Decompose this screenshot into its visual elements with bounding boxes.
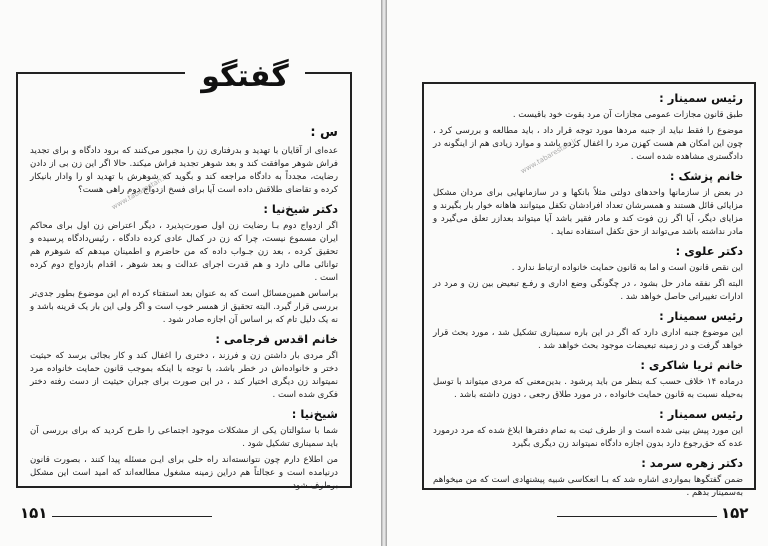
section-heading: دکتر علوی : bbox=[675, 244, 743, 258]
footer-rule bbox=[557, 516, 717, 517]
watermark-text: www.tabarestan.ir bbox=[519, 136, 579, 176]
paragraph: طبق قانون مجازات عمومی مجازات آن مرد بقوت خود باقیست . bbox=[512, 110, 743, 120]
section-heading: رئیس سمینار : bbox=[659, 309, 743, 323]
paragraph: ضمن گفتگوها بمواردی اشاره شد که بـا انعکاسی شبیه پیشنهادی است که من میخواهم به‌سمینار بدهم . bbox=[433, 475, 743, 498]
right-page bbox=[387, 0, 768, 546]
paragraph: براساس همین‌مسائل است که به عنوان بعد استفتاء کرده ام این موضوع بطور جدی‌تر بررسی قرار گیرد. البته تحقیق از همسر خوب است و اگر ولی این بار یک قرینه باشد و نه یک دلیل تام که بر اساس آن اجازه صادر شود . bbox=[30, 289, 338, 325]
paragraph: عده‌ای از آقایان با تهدید و بدرفتاری زن را مجبور می‌کنند که برود دادگاه و برای تجدید فراش شوهر موافقت کند و بعد شوهر تجدید فراش میکند. حالا اگر این زن بی از دادن رضایت، مجدداً به دادگاه مراجعه کند و بگوید که شوهرش با تهدید او را وادار بانیکار کرده و تقاضای طلاقش داده است آیا برای فسخ ازدواج دوم راهی هست؟ bbox=[30, 146, 338, 195]
paragraph: در بعض از سازمانها واحدهای دولتی مثلاً بانکها و در سازمانهایی برای مردان مشکل مزایائی قائل هستند و همسرشان تعداد افرادشان تکفل میتوانند هاهانه خوار بار بگیرند و مزایای دیگر، آیا اگر زن فوت کند و مادر فقیر باشد آیا میتواند بعدازر تعلق می‌گیرد و مادر نداشته باشد می‌تواند از حق تکفل استفاده نماید . bbox=[433, 188, 743, 237]
right-text-area bbox=[433, 86, 743, 503]
paragraph: این موضوع جنبه اداری دارد که اگر در این باره سمیناری تشکیل شد ، مورد بحث قرار خواهد گرفت و در زمینه تبعیضات موجود بحث خواهد شد . bbox=[433, 328, 743, 351]
section-heading: رئیس سمینار : bbox=[659, 91, 743, 105]
page-title: گفتگو bbox=[201, 58, 289, 94]
section-heading: شیخ‌نیا : bbox=[291, 407, 338, 421]
section-heading: دکتر زهره سرمد : bbox=[641, 456, 743, 470]
footer-rule bbox=[52, 516, 212, 517]
page-number: ۱۵۲ bbox=[721, 504, 749, 522]
paragraph: اگر ازدواج دوم بـا رضایت زن اول صورت‌پذیرد ، دیگر اعتراض زن اول برای محاکم ایران مسموع نیست، چرا که زن در کمال عادی کرده دادگاه ، رئیس‌دادگاه پرسیده و تحقیق کرده ، بعد زن جـواب داده که من حاضرم و اطمینان میدهم که شوهرم هم توانائی مالی دارد و هم قدرت اجرای عدالت و بعد شوهر ، اقدام بازدواج دوم کرده است . bbox=[30, 221, 338, 283]
left-page bbox=[0, 0, 381, 546]
paragraph: اگر مردی بار داشتن زن و فرزند ، دختری را اغفال کند و کار بجائی برسد که حیثیت دختر و خانواده‌اش در خطر باشد، با توجه با اینکه بموجب قانون حمایت خانواده مرد نمیتواند زن دیگری اختیار کند ، در این صورت برای جبران حیثیت از دست رفته دختر فکری شده است . bbox=[30, 351, 338, 400]
section-heading: س : bbox=[310, 125, 338, 140]
paragraph: البته اگر نفقه مادر حل بشود ، در چگونگی وضع اداری و رفـع تبعیض بین زن و مرد در ادارات تغییراتی حاصل خواهد شد . bbox=[433, 279, 743, 302]
watermark-text: www.tabarestan.ir bbox=[110, 172, 170, 212]
section-heading: خانم ثریا شاکری : bbox=[640, 358, 743, 372]
paragraph: موضوع را فقط نباید از جنبه مردها مورد توجه قرار داد ، باید مطالعه و بررسی کرد ، چون این امکان هم هست کهزن مرد را اغفال کرده باشد و موارد زیادی هم از اینگونه در دادگستری مشاهده شده است . bbox=[433, 126, 743, 162]
paragraph: این نقص قانون است و اما به قانون حمایت خانواده ارتباط ندارد . bbox=[511, 263, 743, 273]
section-heading: دکتر شیخ‌نیا : bbox=[263, 202, 338, 216]
section-heading: خانم پزشک : bbox=[669, 169, 743, 183]
section-heading: رئیس سمینار : bbox=[659, 407, 743, 421]
page-number: ۱۵۱ bbox=[20, 504, 48, 522]
title-box bbox=[185, 54, 305, 98]
paragraph: این مورد پیش بینی شده است و از طرف ثبت به تمام دفترها ابلاغ شده که مرد درمورد عده که حق‌رجوع دارد بدون اجازه دادگاه نمیتواند زن دیگری بگیرد bbox=[433, 426, 743, 449]
paragraph: شما با سئوالتان یکی از مشکلات موجود اجتماعی را طرح کردید که برای بررسی آن باید سمیناری تشکیل شود . bbox=[30, 426, 338, 449]
paragraph: من اطلاع دارم چون نتوانسته‌اند راه حلی برای ایـن مسئله پیدا کنند ، بصورت قانون درنیامده است و عجالتاً هم دراین زمینه مشغول مطالعه‌اند که امید است این مشکل برطرف شود . bbox=[30, 455, 338, 491]
paragraph: درماده ۱۴ خلاف حسب کـه بنظر من باید پرشود . بدین‌معنی که مردی میتواند با توسل به‌حیله نسبت به قانون حمایت خانواده ، در مورد طلاق رجعی ، دوزن داشته باشد . bbox=[433, 377, 743, 400]
section-heading: خانم اقدس فرجامی : bbox=[215, 332, 338, 346]
left-text-area bbox=[30, 120, 338, 496]
